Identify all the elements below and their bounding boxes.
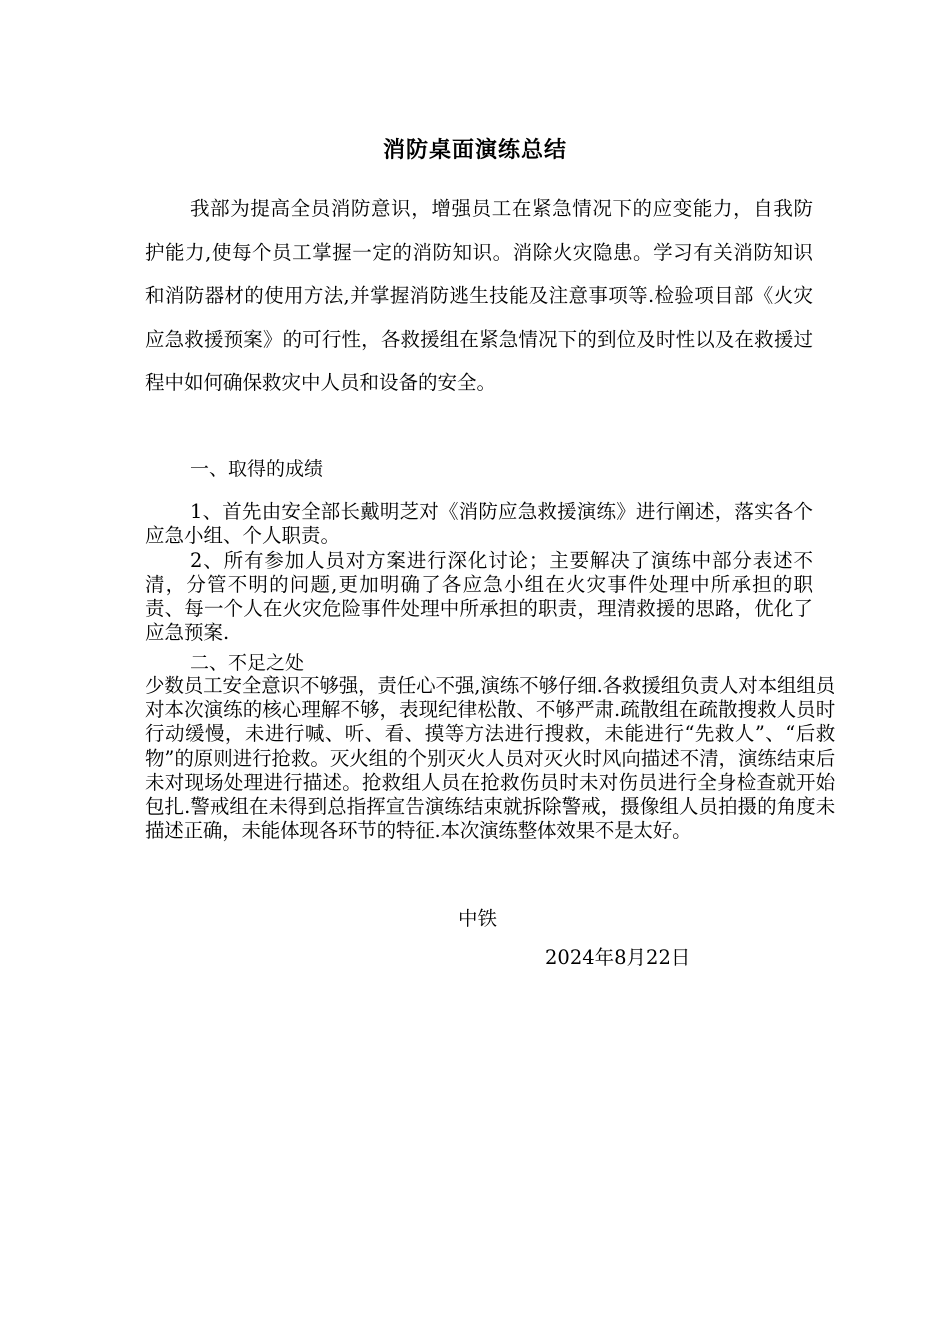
section-heading-shortcomings: 二、不足之处 xyxy=(190,652,305,674)
shortcomings-paragraph: 少数员工安全意识不够强，责任心不强,演练不够仔细.各救援组负责人对本组组员对本次演练的核心理解不够，表现纪律松散、不够严肃.疏散组在疏散搜救人员时行动缓慢，未进行喊、听、看、摸等方法进行搜救，未能进行“先救人”、“后救物”的原则进行抢救。灭火组的个别灭火人员对灭火时风向描述不清，演练结束后未对现场处理进行描述。抢救组人员在抢救伤员时未对伤员进行全身检查就开始包扎.警戒组在未得到总指挥宣告演练结束就拆除警戒，摄像组人员拍摄的角度未描述正确，未能体现各环节的特征.本次演练整体效果不是太好。 xyxy=(145,674,835,843)
document-title: 消防桌面演练总结 xyxy=(382,137,567,163)
section-heading-achievements: 一、取得的成绩 xyxy=(190,458,324,480)
document-date: 2024年8月22日 xyxy=(545,946,691,969)
intro-paragraph: 我部为提高全员消防意识，增强员工在紧急情况下的应变能力，自我防护能力,使每个员工掌握一定的消防知识。消除火灾隐患。学习有关消防知识和消防器材的使用方法,并掌握消防逃生技能及注意事项等.检验项目部《火灾应急救援预案》的可行性，各救援组在紧急情况下的到位及时性以及在救援过程中如何确保救灾中人员和设备的安全。 xyxy=(145,197,813,394)
signature: 中铁 xyxy=(458,907,498,930)
achievement-paragraph-1: 1、首先由安全部长戴明芝对《消防应急救援演练》进行阐述，落实各个应急小组、个人职责。 xyxy=(145,500,813,547)
achievement-paragraph-2: 2、所有参加人员对方案进行深化讨论；主要解决了演练中部分表述不清，分管不明的问题,更加明确了各应急小组在火灾事件处理中所承担的职责、每一个人在火灾危险事件处理中所承担的职责，理清救援的思路，优化了应急预案. xyxy=(145,549,813,644)
